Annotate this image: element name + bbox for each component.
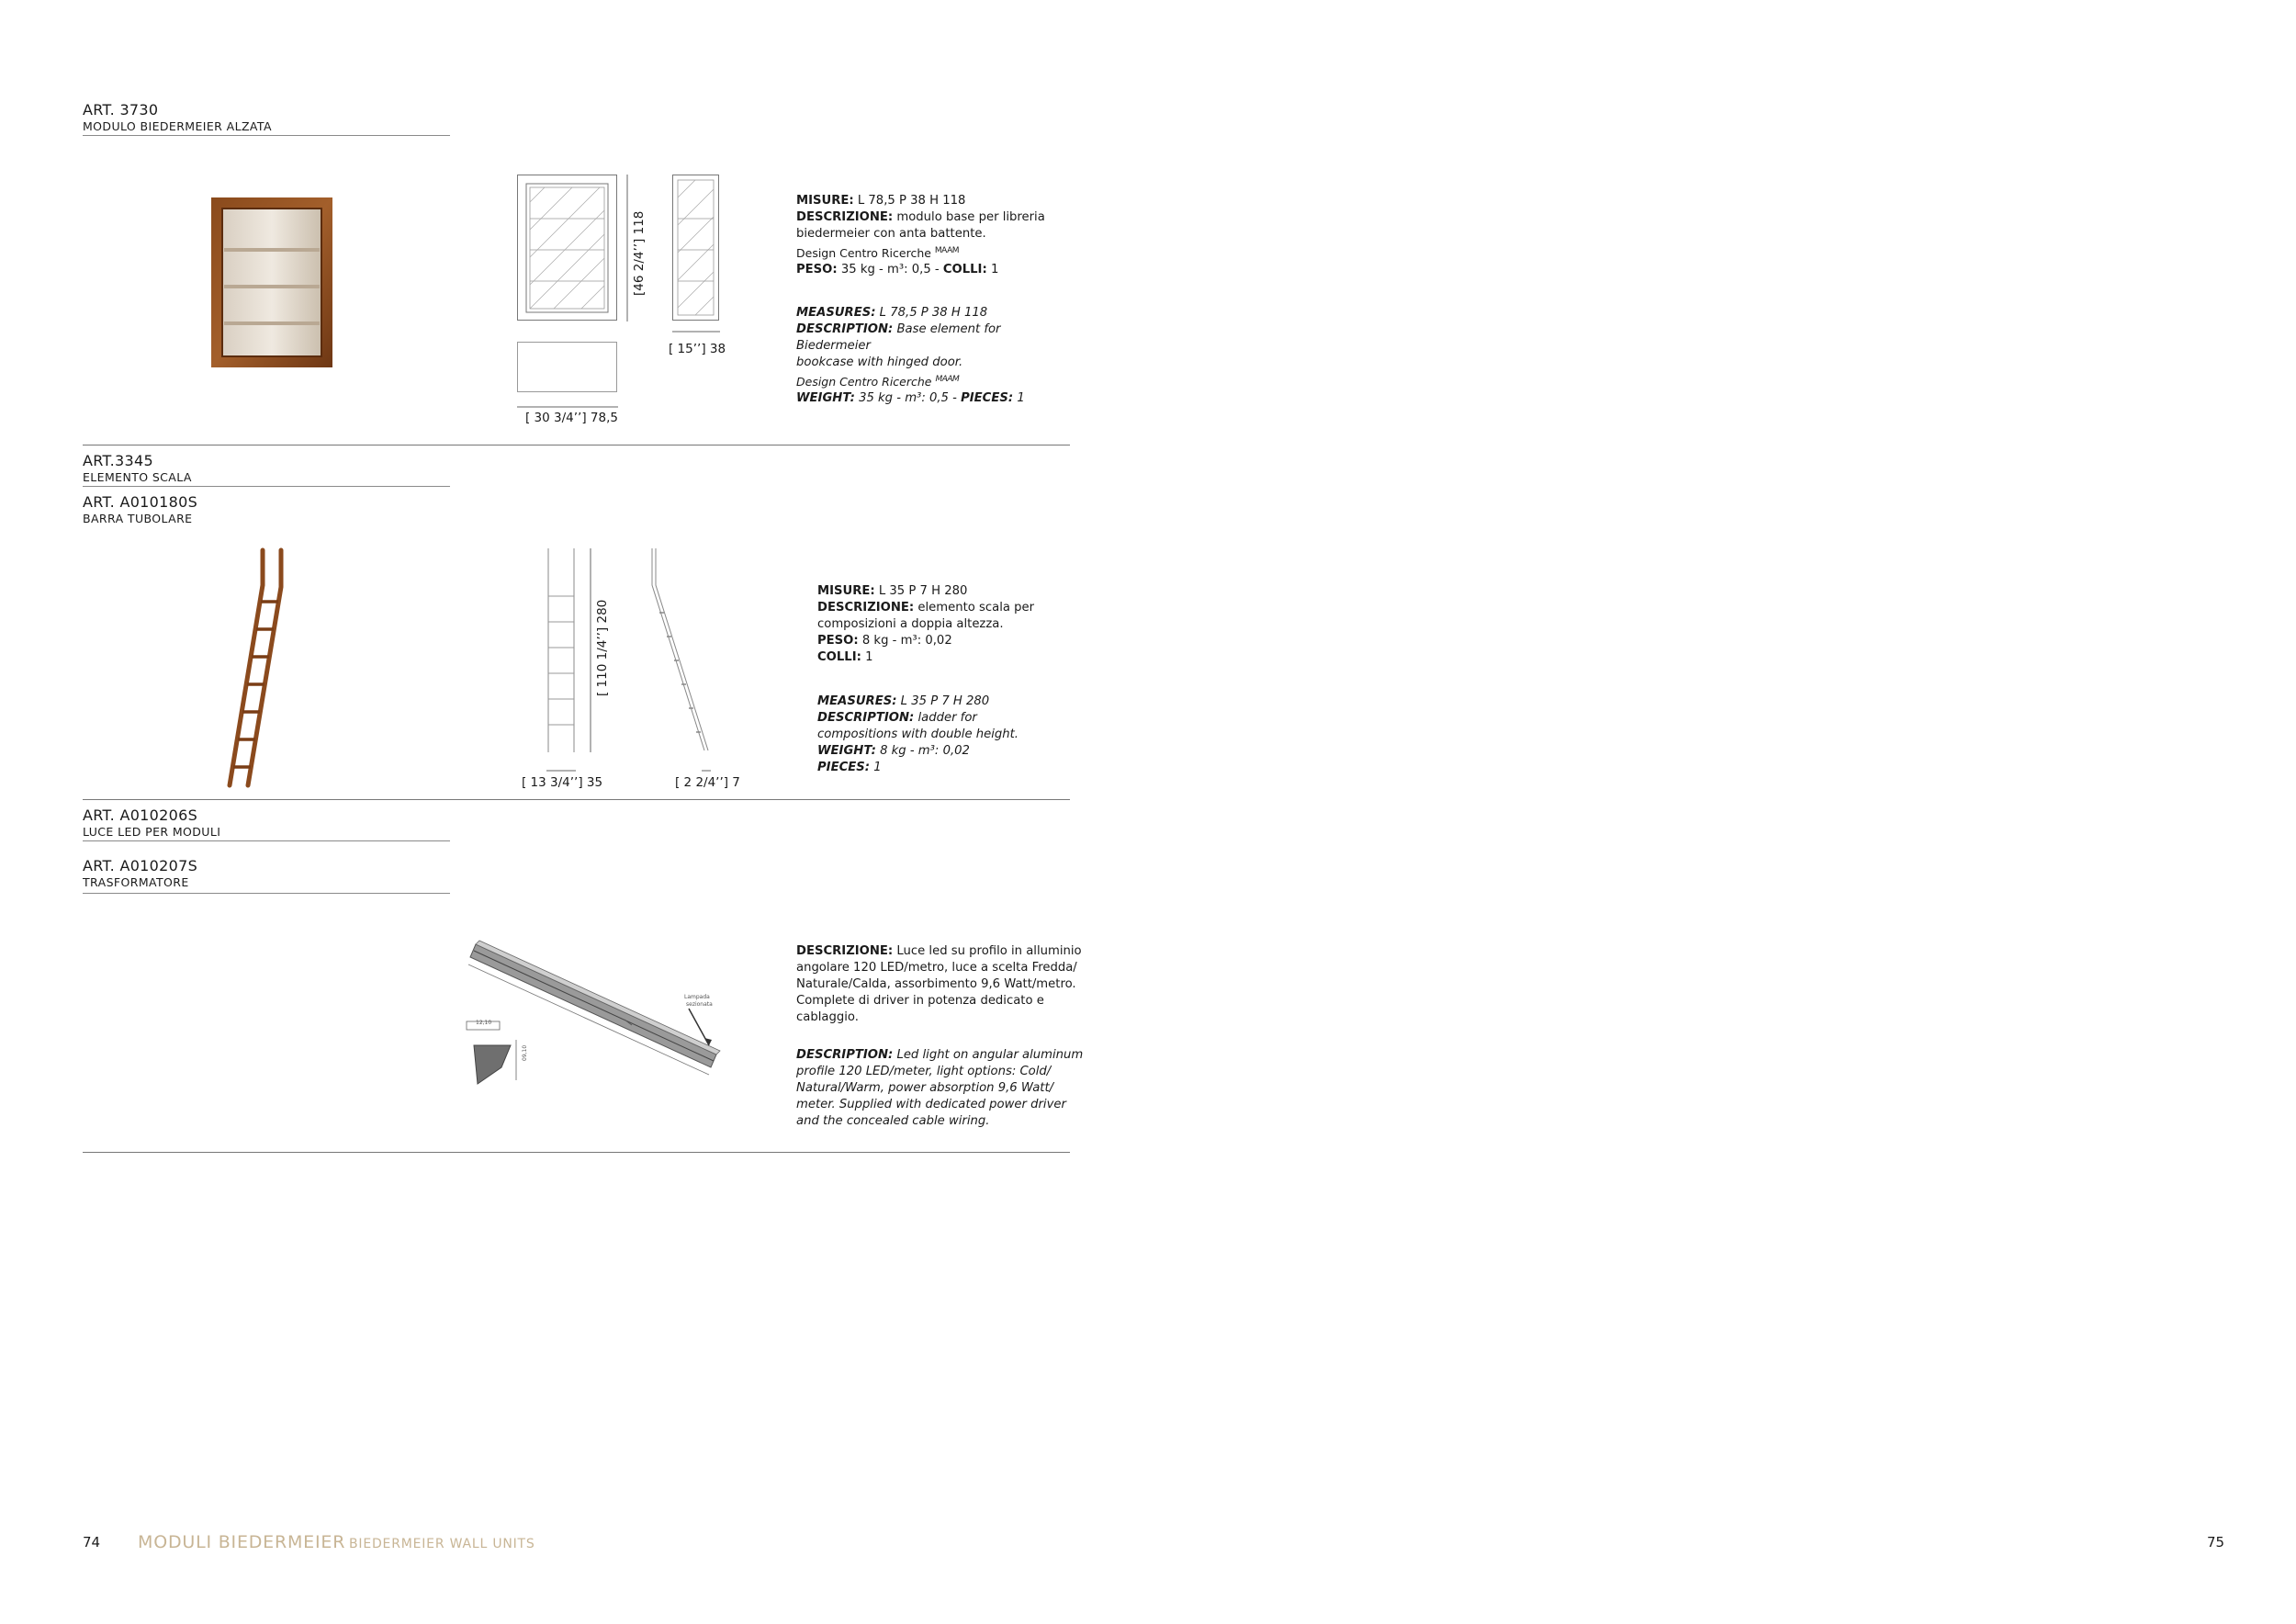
- ladder-depth-dimension-line: [702, 770, 711, 773]
- ladder-photo: [220, 548, 289, 789]
- spec-text-italian-2: MISURE: L 35 P 7 H 280 DESCRIZIONE: elemento scala per composizioni a doppia altezza. PESO: 8 kg - m³: 0,02 COLLI: 1: [817, 584, 1035, 664]
- maam-logo: MAAM: [935, 375, 960, 384]
- ladder-height-dimension-label: [ 110 1/4’’] 280: [595, 599, 610, 696]
- ladder-width-dimension-line: [546, 770, 576, 773]
- article-name-a010207s: TRASFORMATORE: [83, 875, 189, 889]
- article-code-a010206s: ART. A010206S: [83, 806, 198, 824]
- cabinet-top-drawing: [517, 342, 618, 393]
- article-code-a010207s: ART. A010207S: [83, 857, 198, 874]
- spec-text-english-3: DESCRIPTION: Led light on angular aluminum profile 120 LED/meter, light options: Cold/ Natural/Warm, power absorption 9,6 Watt/ meter. Supplied with dedicated power driver and the concealed cable wiring.: [796, 1048, 1084, 1128]
- depth-dimension-line: [672, 331, 720, 334]
- cabinet-front-drawing: [517, 175, 618, 321]
- section-divider: [83, 840, 450, 841]
- ladder-side-drawing: [647, 548, 712, 752]
- maam-logo: MAAM: [934, 246, 960, 255]
- section-height-label: 09,10: [522, 1044, 528, 1061]
- section-divider: [83, 135, 450, 136]
- ladder-depth-dimension-label: [ 2 2/4’’] 7: [675, 775, 740, 790]
- width-dimension-line: [517, 406, 618, 410]
- article-code-a010180s: ART. A010180S: [83, 493, 198, 511]
- article-name-3345: ELEMENTO SCALA: [83, 470, 192, 484]
- page-number-left: 74: [83, 1534, 101, 1551]
- ladder-width-dimension-label: [ 13 3/4’’] 35: [522, 775, 603, 790]
- width-dimension-label: [ 30 3/4’’] 78,5: [525, 411, 618, 425]
- ladder-height-dimension-line: [590, 548, 593, 752]
- section-divider: [83, 486, 450, 487]
- height-dimension-line: [626, 175, 630, 321]
- footer-subtitle: BIEDERMEIER WALL UNITS: [349, 1537, 535, 1551]
- footer-title: MODULI BIEDERMEIER: [138, 1532, 346, 1552]
- article-code-3345: ART.3345: [83, 452, 153, 469]
- height-dimension-label: [46 2/4’’] 118: [632, 210, 647, 296]
- lamp-label-2: sezionata: [686, 1001, 713, 1008]
- article-name-3730: MODULO BIEDERMEIER ALZATA: [83, 119, 272, 133]
- section-divider: [83, 799, 1070, 800]
- article-code-3730: ART. 3730: [83, 101, 159, 118]
- spec-text-english-2: MEASURES: L 35 P 7 H 280 DESCRIPTION: ladder for compositions with double height. WEIGHT: 8 kg - m³: 0,02 PIECES: 1: [817, 694, 1019, 774]
- section-width-label: 12,10: [476, 1020, 492, 1026]
- article-name-a010206s: LUCE LED PER MODULI: [83, 825, 221, 839]
- led-profile-drawing: [450, 937, 726, 1098]
- spec-text-english-1: MEASURES: L 78,5 P 38 H 118 DESCRIPTION: Base element for Biedermeier bookcase with hinged door. Design Centro Ricerche $^{MAAM}$ WEIGHT: 35 kg - m³: 0,5 - PIECES: 1: [796, 306, 1025, 405]
- section-divider: [83, 893, 450, 894]
- cabinet-side-drawing: [672, 175, 720, 321]
- spec-text-italian-1: MISURE: L 78,5 P 38 H 118 DESCRIZIONE: modulo base per libreria biedermeier con anta battente. Design Centro Ricerche $^{MAAM}$ PESO: 35 kg - m³: 0,5 - COLLI: 1: [796, 194, 1045, 276]
- section-divider: [83, 1152, 1070, 1153]
- cabinet-photo: [211, 197, 332, 367]
- ladder-front-drawing: [546, 548, 576, 752]
- spec-text-italian-3: DESCRIZIONE: Luce led su profilo in alluminio angolare 120 LED/metro, luce a scelta Fredda/ Naturale/Calda, assorbimento 9,6 Watt/metro. Complete di driver in potenza dedicato e cablaggio.: [796, 944, 1082, 1024]
- page-number-right: 75: [2207, 1534, 2225, 1551]
- lamp-label: Lampada: [684, 994, 710, 1000]
- article-name-a010180s: BARRA TUBOLARE: [83, 512, 193, 525]
- depth-dimension-label: [ 15’’] 38: [669, 342, 726, 356]
